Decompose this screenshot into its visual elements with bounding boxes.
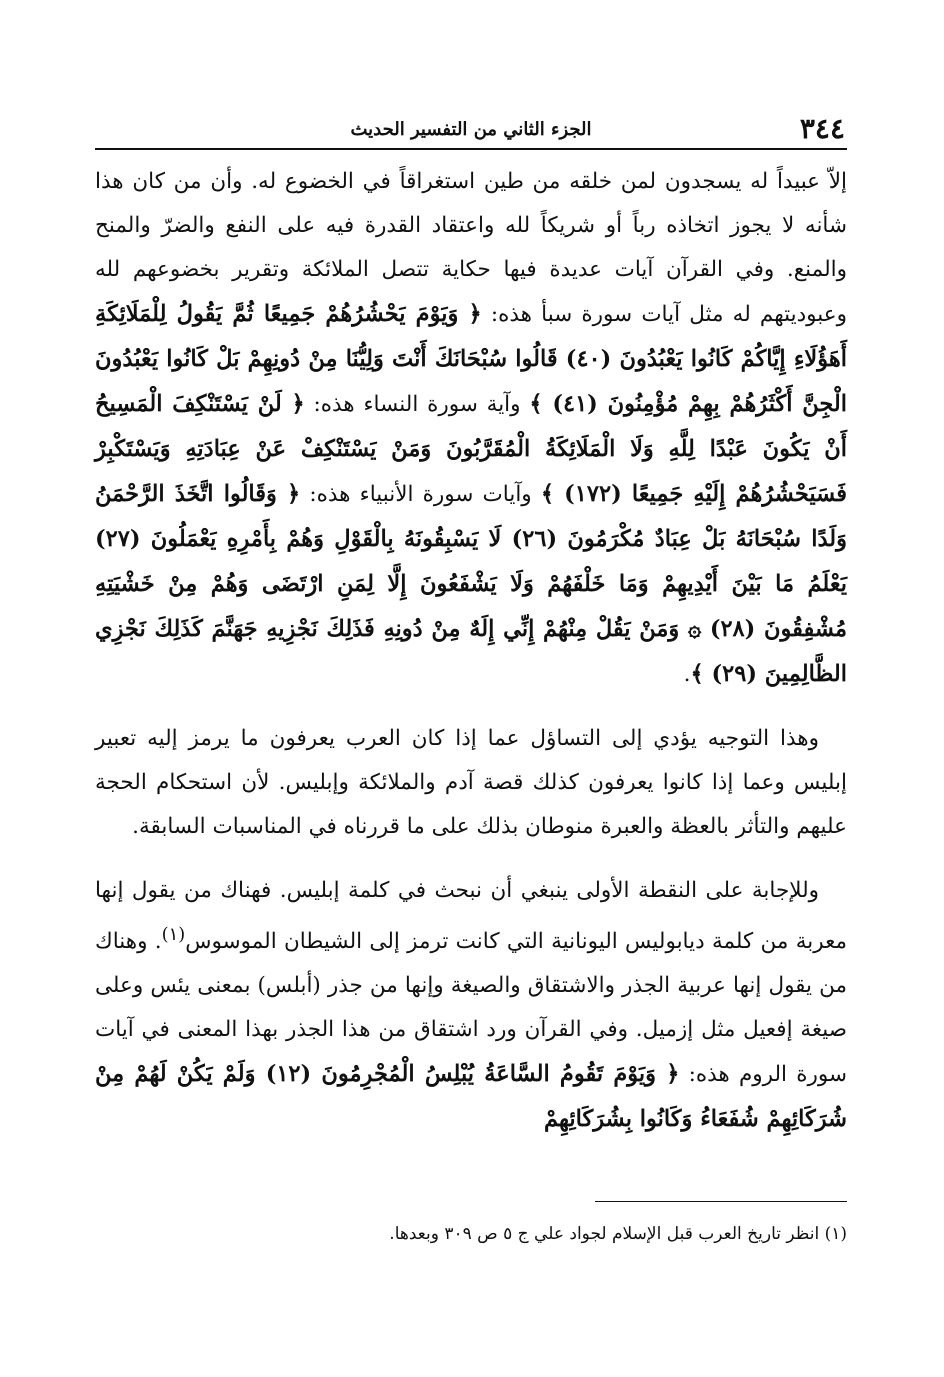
footnote-divider xyxy=(595,1201,847,1202)
quran-quote-nisa: ﴿ لَنْ يَسْتَنْكِفَ الْمَسِيحُ أَنْ يَكُونَ عَبْدًا لِلَّهِ وَلَا الْمَلَائِكَةُ الْمُقَرَّبُونَ وَمَنْ يَسْتَنْكِفْ عَنْ عِبَادَتِهِ وَيَسْتَكْبِرْ فَسَيَحْشُرُهُمْ إِلَيْهِ جَمِيعًا (١٧٢) ﴾ xyxy=(95,391,847,507)
paragraph-3 xyxy=(95,869,847,1142)
quran-quote-anbiya: ﴿ وَقَالُوا اتَّخَذَ الرَّحْمَنُ وَلَدًا سُبْحَانَهُ بَلْ عِبَادٌ مُكْرَمُونَ (٢٦) لَا يَسْبِقُونَهُ بِالْقَوْلِ وَهُمْ بِأَمْرِهِ يَعْمَلُونَ (٢٧) يَعْلَمُ مَا بَيْنَ أَيْدِيهِمْ وَمَا خَلْفَهُمْ وَلَا يَشْفَعُونَ إِلَّا لِمَنِ ارْتَضَى وَهُمْ مِنْ خَشْيَتِهِ مُشْفِقُونَ (٢٨) ۞ وَمَنْ يَقُلْ مِنْهُمْ إِنِّي إِلَهٌ مِنْ دُونِهِ فَذَلِكَ نَجْزِيهِ جَهَنَّمَ كَذَلِكَ نَجْزِي الظَّالِمِينَ (٢٩) ﴾ xyxy=(95,481,847,687)
paragraph-1-connector-anbiya: وآيات سورة الأنبياء هذه: xyxy=(309,482,532,507)
paragraph-3-text-before-note: وللإجابة على النقطة الأولى ينبغي أن نبحث في كلمة إبليس. فهناك من يقول إنها معربة من كلمة ديابوليس اليونانية التي كانت ترمز إلى الشيطان الموسوس xyxy=(95,878,847,955)
paragraph-2: وهذا التوجيه يؤدي إلى التساؤل عما إذا كان العرب يعرفون ما يرمز إليه تعبير إبليس وعما إذا كانوا يعرفون كذلك قصة آدم والملائكة وإبليس. لأن استحكام الحجة عليهم والتأثر بالعظة والعبرة منوطان بذلك على ما قررناه في المناسبات السابقة. xyxy=(95,726,847,839)
page-header xyxy=(95,112,847,150)
paragraph-1-intro: إلاّ عبيداً له يسجدون لمن خلقه من طين استغراقاً في الخضوع له. وأن من كان هذا شأنه لا يجوز اتخاذه رباً أو شريكاً لله واعتقاد القدرة فيه على النفع والضرّ والمنح والمنع. وفي القرآن آيات عديدة فيها حكاية تتصل الملائكة وتقرير بخضوعهم لله وعبوديتهم له مثل آيات سورة سبأ هذه: xyxy=(95,169,847,327)
paragraph-1-end: . xyxy=(683,662,691,687)
paragraph-1-connector-nisa: وآية سورة النساء هذه: xyxy=(313,392,521,417)
paragraph-1 xyxy=(95,160,847,697)
quran-quote-rum: ﴿ وَيَوْمَ تَقُومُ السَّاعَةُ يُبْلِسُ الْمُجْرِمُونَ (١٢) وَلَمْ يَكُنْ لَهُمْ مِنْ شُرَكَائِهِمْ شُفَعَاءُ وَكَانُوا بِشُرَكَائِهِمْ xyxy=(95,1061,847,1133)
page-number: ٣٤٤ xyxy=(799,112,845,145)
paragraph-3-text-after-note: . وهناك من يقول إنها عربية الجذر والاشتقاق والصيغة وإنها من جذر (أبلس) بمعنى يئس وعلى صيغة إفعيل مثل إزميل. وفي القرآن ورد اشتقاق من هذا الجذر بهذا المعنى في آيات سورة الروم هذه: xyxy=(95,929,848,1088)
quran-quote-saba: ﴿ وَيَوْمَ يَحْشُرُهُمْ جَمِيعًا ثُمَّ يَقُولُ لِلْمَلَائِكَةِ أَهَؤُلَاءِ إِيَّاكُمْ كَانُوا يَعْبُدُونَ (٤٠) قَالُوا سُبْحَانَكَ أَنْتَ وَلِيُّنَا مِنْ دُونِهِمْ بَلْ كَانُوا يَعْبُدُونَ الْجِنَّ أَكْثَرُهُمْ بِهِمْ مُؤْمِنُونَ (٤١) ﴾ xyxy=(95,301,848,417)
running-title: الجزء الثاني من التفسير الحديث xyxy=(350,119,592,140)
body-text xyxy=(95,160,847,1142)
footnote-reference[interactable]: (١) xyxy=(161,924,186,945)
footnote: (١) انظر تاريخ العرب قبل الإسلام لجواد علي ج ٥ ص ٣٠٩ وبعدها. xyxy=(389,1224,847,1244)
